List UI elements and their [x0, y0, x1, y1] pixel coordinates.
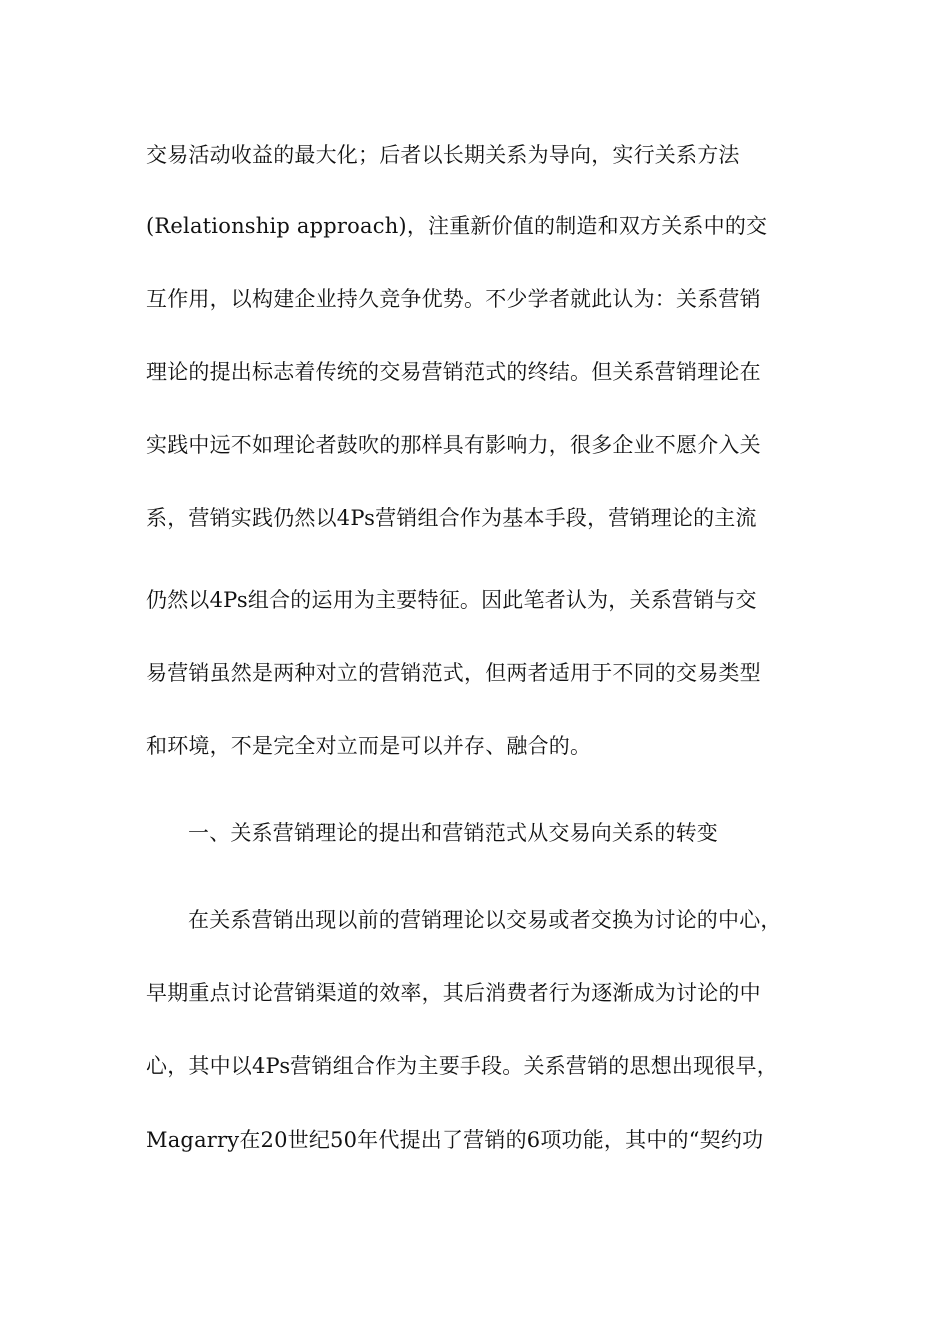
text-line: (Relationship approach)，注重新价值的制造和双方关系中的交 — [146, 214, 768, 238]
text-line: 易营销虽然是两种对立的营销范式，但两者适用于不同的交易类型 — [146, 661, 761, 685]
text-line: 仍然以4Ps组合的运用为主要特征。因此笔者认为，关系营销与交 — [146, 588, 757, 612]
text-line: 和环境，不是完全对立而是可以并存、融合的。 — [146, 734, 592, 758]
text-line: 在关系营销出现以前的营销理论以交易或者交换为讨论的中心， — [188, 908, 782, 932]
text-line: Magarry在20世纪50年代提出了营销的6项功能，其中的“契约功 — [146, 1128, 764, 1152]
text-line: 早期重点讨论营销渠道的效率，其后消费者行为逐渐成为讨论的中 — [146, 981, 761, 1005]
text-line: 实践中远不如理论者鼓吹的那样具有影响力，很多企业不愿介入关 — [146, 433, 761, 457]
text-line: 互作用，以构建企业持久竞争优势。不少学者就此认为：关系营销 — [146, 287, 761, 311]
text-line: 系，营销实践仍然以4Ps营销组合作为基本手段，营销理论的主流 — [146, 506, 757, 530]
text-line: 交易活动收益的最大化；后者以长期关系为导向，实行关系方法 — [146, 143, 740, 167]
section-heading: 一、关系营销理论的提出和营销范式从交易向关系的转变 — [188, 821, 718, 845]
text-line: 理论的提出标志着传统的交易营销范式的终结。但关系营销理论在 — [146, 360, 761, 384]
text-line: 心，其中以4Ps营销组合作为主要手段。关系营销的思想出现很早， — [146, 1054, 778, 1078]
